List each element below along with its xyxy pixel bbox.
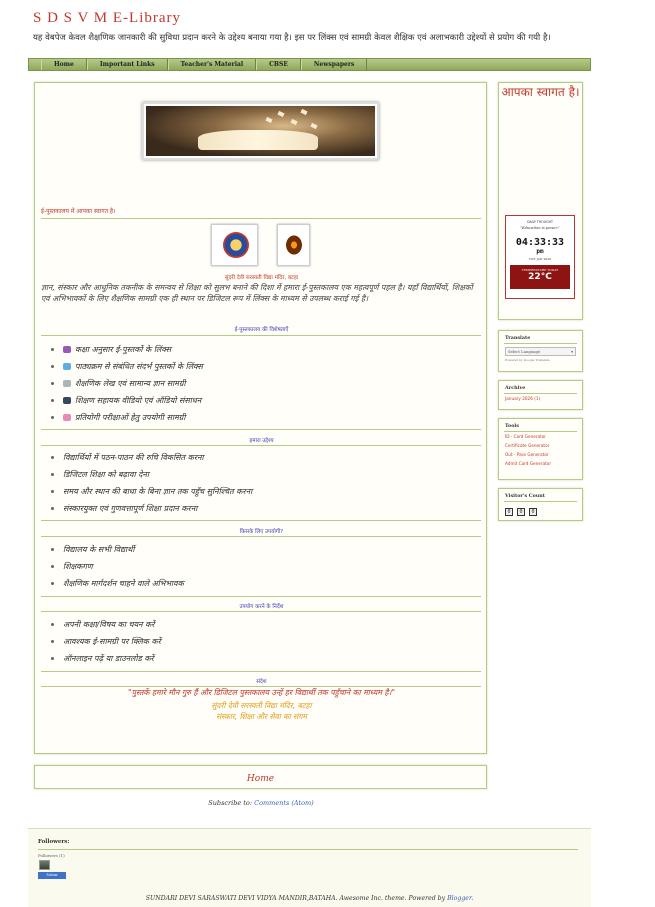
navbar bbox=[28, 58, 591, 71]
main-post bbox=[34, 82, 487, 754]
archive-widget bbox=[498, 380, 583, 410]
subscribe-line: Subscribe to: Comments (Atom) bbox=[208, 799, 314, 807]
site-description: यह वेबपेज केवल शैक्षणिक जानकारी की सुविधा प्रदान करने के उद्देश्य बनाया गया है। इस पर लिंक्स एवं सामग्री केवल शैक्षिक एवं अलाभकारी उद्देश्यों से प्रयोग की गयी है। bbox=[33, 33, 551, 43]
powered-by-translate[interactable]: Powered by Google Translate bbox=[505, 358, 550, 362]
list-item: शैक्षणिक मार्गदर्शन चाहने वाले अभिभावक bbox=[51, 575, 184, 592]
school-name: सुंदरी देवी सरस्वती विद्या मंदिर, बटहा bbox=[224, 275, 299, 281]
list-item: आवश्यक ई-सामग्री पर क्लिक करें bbox=[51, 633, 161, 650]
books-icon bbox=[63, 346, 71, 353]
visitor-counter: 0 0 0 bbox=[499, 502, 582, 522]
tools-widget bbox=[498, 418, 583, 480]
followers-count: Followers (1) bbox=[38, 853, 65, 858]
home-link[interactable]: Home bbox=[246, 774, 275, 784]
certificate-generator-link[interactable]: Certificate Generator bbox=[505, 443, 550, 448]
welcome-text: ई-पुस्तकालय में आपका स्वागत है। bbox=[41, 208, 116, 215]
instructions-list bbox=[51, 616, 161, 667]
list-item: डिजिटल शिक्षा को बढ़ावा देना bbox=[51, 466, 252, 483]
list-item: प्रतियोगी परीक्षाओं हेतु उपयोगी सामग्री bbox=[51, 409, 203, 426]
translate-widget bbox=[498, 330, 583, 372]
comments-atom-link[interactable]: Comments (Atom) bbox=[254, 799, 314, 807]
intro-paragraph: ज्ञान, संस्कार और आधुनिक तकनीक के समन्वय से शिक्षा को सुलभ बनाने की दिशा में हमारा ई-पुस्तकालय एक महत्वपूर्ण पहल है। यहाँ विद्यार्थियों, शिक्षकों एवं अभिभावकों के लिए शैक्षणिक सामग्री एक ही स्थान पर डिजिटल रूप में लिंक्स के माध्यम से उपलब्ध कराई गई है। bbox=[41, 283, 473, 303]
footer-school: सुंदरी देवी सरस्वती विद्या मंदिर, बटहा संस्कार, शिक्षा और सेवा का संगम bbox=[211, 701, 312, 721]
list-item: विद्यालय के सभी विद्यार्थी bbox=[51, 541, 184, 558]
message-quote: "पुस्तकें हमारे मौन गुरु हैं और डिजिटल पुस्तकालय उन्हें हर विद्यार्थी तक पहुँचाने का माध्यम है।" bbox=[127, 688, 396, 697]
features-title: ई-पुस्तकालय की विशेषताएँ bbox=[234, 327, 289, 333]
list-item: शिक्षण सहायक वीडियो एवं ऑडियो संसाधन bbox=[51, 392, 203, 409]
clock-widget: DAILY THOUGHT "Education is power." 04:33:33 pm TUE JAN 2026 TEMPERATURE TODAY 22°C bbox=[505, 215, 575, 299]
follow-button[interactable]: Follow bbox=[38, 872, 66, 879]
list-item: समय और स्थान की बाधा के बिना ज्ञान तक पहुँच सुनिश्चित करना bbox=[51, 483, 252, 500]
message-title: संदेश bbox=[256, 679, 267, 685]
features-list bbox=[51, 341, 203, 426]
clock-time: 04:33:33 bbox=[515, 237, 565, 248]
chevron-down-icon: ▾ bbox=[571, 349, 573, 354]
nav-newspapers[interactable]: Newspapers bbox=[301, 59, 367, 70]
objectives-list bbox=[51, 449, 252, 517]
language-select[interactable]: Select Language ▾ bbox=[505, 347, 576, 356]
archive-link[interactable]: January 2026 (1) bbox=[505, 396, 541, 401]
welcome-widget bbox=[498, 82, 583, 320]
tools-title: Tools bbox=[505, 423, 519, 429]
nav-home[interactable]: Home bbox=[41, 59, 87, 70]
video-icon bbox=[63, 397, 71, 404]
useful-list bbox=[51, 541, 184, 592]
list-item: अपनी कक्षा/विषय का चयन करें bbox=[51, 616, 161, 633]
followers-section bbox=[28, 828, 591, 907]
home-link-box bbox=[34, 765, 487, 789]
visitors-title: Visitor's Count bbox=[505, 493, 545, 499]
footer-attribution: SUNDARI DEVI SARASWATI DEVI VIDYA MANDIR,BATAHA. Awesome Inc. theme. Powered by Blogger. bbox=[145, 895, 474, 902]
admit-card-generator-link[interactable]: Admit Card Generator bbox=[505, 461, 552, 466]
out-pass-generator-link[interactable]: Out - Pass Generator bbox=[505, 452, 549, 457]
welcome-banner: आपका स्वागत है। bbox=[501, 85, 580, 99]
blogger-link[interactable]: Blogger bbox=[447, 895, 472, 902]
nav-cbse[interactable]: CBSE bbox=[256, 59, 301, 70]
nav-teachers-material[interactable]: Teacher's Material bbox=[168, 59, 257, 70]
school-logo-left bbox=[211, 224, 258, 266]
hero-image bbox=[142, 102, 379, 160]
list-item: ऑनलाइन पढ़ें या डाउनलोड करें bbox=[51, 650, 161, 667]
list-item: शिक्षकगण bbox=[51, 558, 184, 575]
nav-important-links[interactable]: Important Links bbox=[87, 59, 168, 70]
list-item: पाठ्यक्रम से संबंधित संदर्भ पुस्तकों के लिंक्स bbox=[51, 358, 203, 375]
useful-title: किसके लिए उपयोगी? bbox=[239, 529, 284, 535]
objective-title: हमारा उद्देश्य bbox=[249, 438, 274, 444]
list-item: कक्षा अनुसार ई-पुस्तकों के लिंक्स bbox=[51, 341, 203, 358]
school-logo-right bbox=[277, 224, 310, 266]
translate-title: Translate bbox=[505, 335, 531, 341]
site-title[interactable]: S D S V M E-Library bbox=[33, 10, 182, 26]
list-item: विद्यार्थियों में पठन-पाठन की रुचि विकसित करना bbox=[51, 449, 252, 466]
followers-title: Followers: bbox=[38, 839, 70, 845]
archive-title: Archive bbox=[505, 385, 526, 391]
id-card-generator-link[interactable]: ID - Card Generator bbox=[505, 434, 547, 439]
book-open-icon bbox=[63, 363, 71, 370]
instructions-title: उपयोग करने के निर्देश bbox=[239, 604, 284, 610]
avatar[interactable] bbox=[39, 860, 50, 870]
visitors-widget bbox=[498, 488, 583, 521]
brain-icon bbox=[63, 414, 71, 421]
list-item: शैक्षणिक लेख एवं सामान्य ज्ञान सामग्री bbox=[51, 375, 203, 392]
newspaper-icon bbox=[63, 380, 71, 387]
list-item: संस्कारयुक्त एवं गुणवत्तापूर्ण शिक्षा प्रदान करना bbox=[51, 500, 252, 517]
temperature-box: TEMPERATURE TODAY 22°C bbox=[510, 265, 570, 289]
